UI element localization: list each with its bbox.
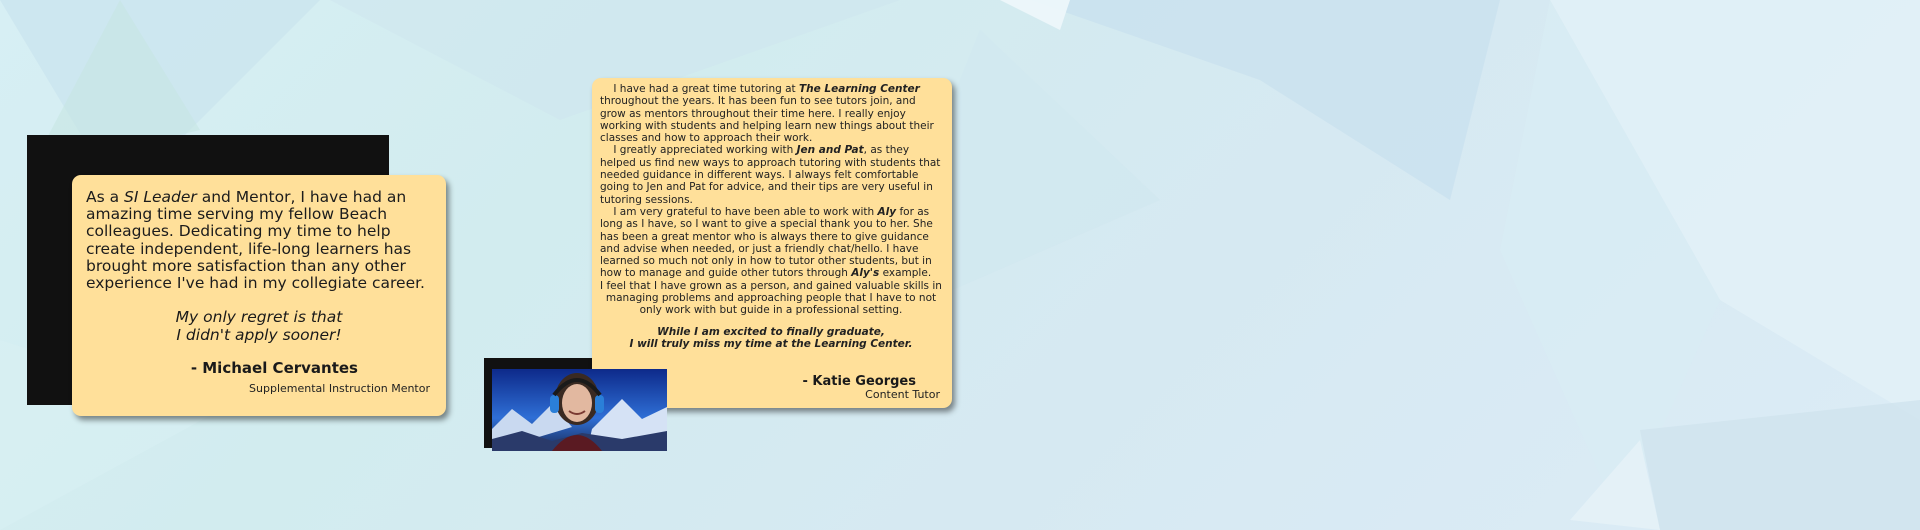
regret-line-2: I didn't apply sooner! <box>176 325 342 344</box>
text-body: and Mentor, I have had an amazing time serving my fellow Beach colleagues. Dedicating my time to help create independent, life-long learners has brought more satisfaction than any other experience I've had in my collegiate career. <box>86 188 425 293</box>
letter-text <box>600 83 942 350</box>
paragraph-4: I feel that I have grown as a person, and gained valuable skills in managing problems and approaching people that I have to not only work with but guide in a professional setting. <box>600 279 942 317</box>
regret-quote <box>72 309 446 344</box>
paragraph-1: I have had a great time tutoring at The Learning Center throughout the years. It has been fun to see tutors join, and grow as mentors throughout their time here. I really enjoy working with students and helping learn new things about their classes and how to approach their work. <box>600 83 934 145</box>
text-prefix: As a <box>86 188 125 206</box>
closing-line-2: I will truly miss my time at the Learning Center. <box>629 337 913 350</box>
author-name: - Katie Georges <box>802 374 916 389</box>
testimonial-card-michael <box>72 175 446 416</box>
paragraph-2: I greatly appreciated working with Jen and Pat, as they helped us find new ways to approach tutoring with students that needed guidance in different ways. I always felt comfortable going to Jen and Pat for advice, and their tips are very useful in tutoring sessions. <box>600 144 941 206</box>
author-name: - Michael Cervantes <box>190 359 358 377</box>
closing-line-1: While I am excited to finally graduate, <box>657 325 885 338</box>
paragraph-3: I am very grateful to have been able to work with Aly for as long as I have, so I want to give a special thank you to her. She has been a great mentor who is always there to give guidance and advise when needed, or just a friendly chat/hello. I have learned so much not only in how to tutor other students, but in how to manage and guide other tutors through Aly's example. <box>600 205 933 280</box>
author-role: Content Tutor <box>865 388 940 401</box>
closing-quote <box>600 326 942 351</box>
regret-line-1: My only regret is that <box>175 308 343 326</box>
testimonial-text <box>86 189 426 292</box>
si-leader-emphasis: SI Leader <box>124 188 197 206</box>
author-role: Supplemental Instruction Mentor <box>249 382 430 395</box>
tutor-photo-image <box>492 369 667 451</box>
tutor-photo <box>492 369 667 451</box>
testimonial-card-katie <box>592 78 952 408</box>
